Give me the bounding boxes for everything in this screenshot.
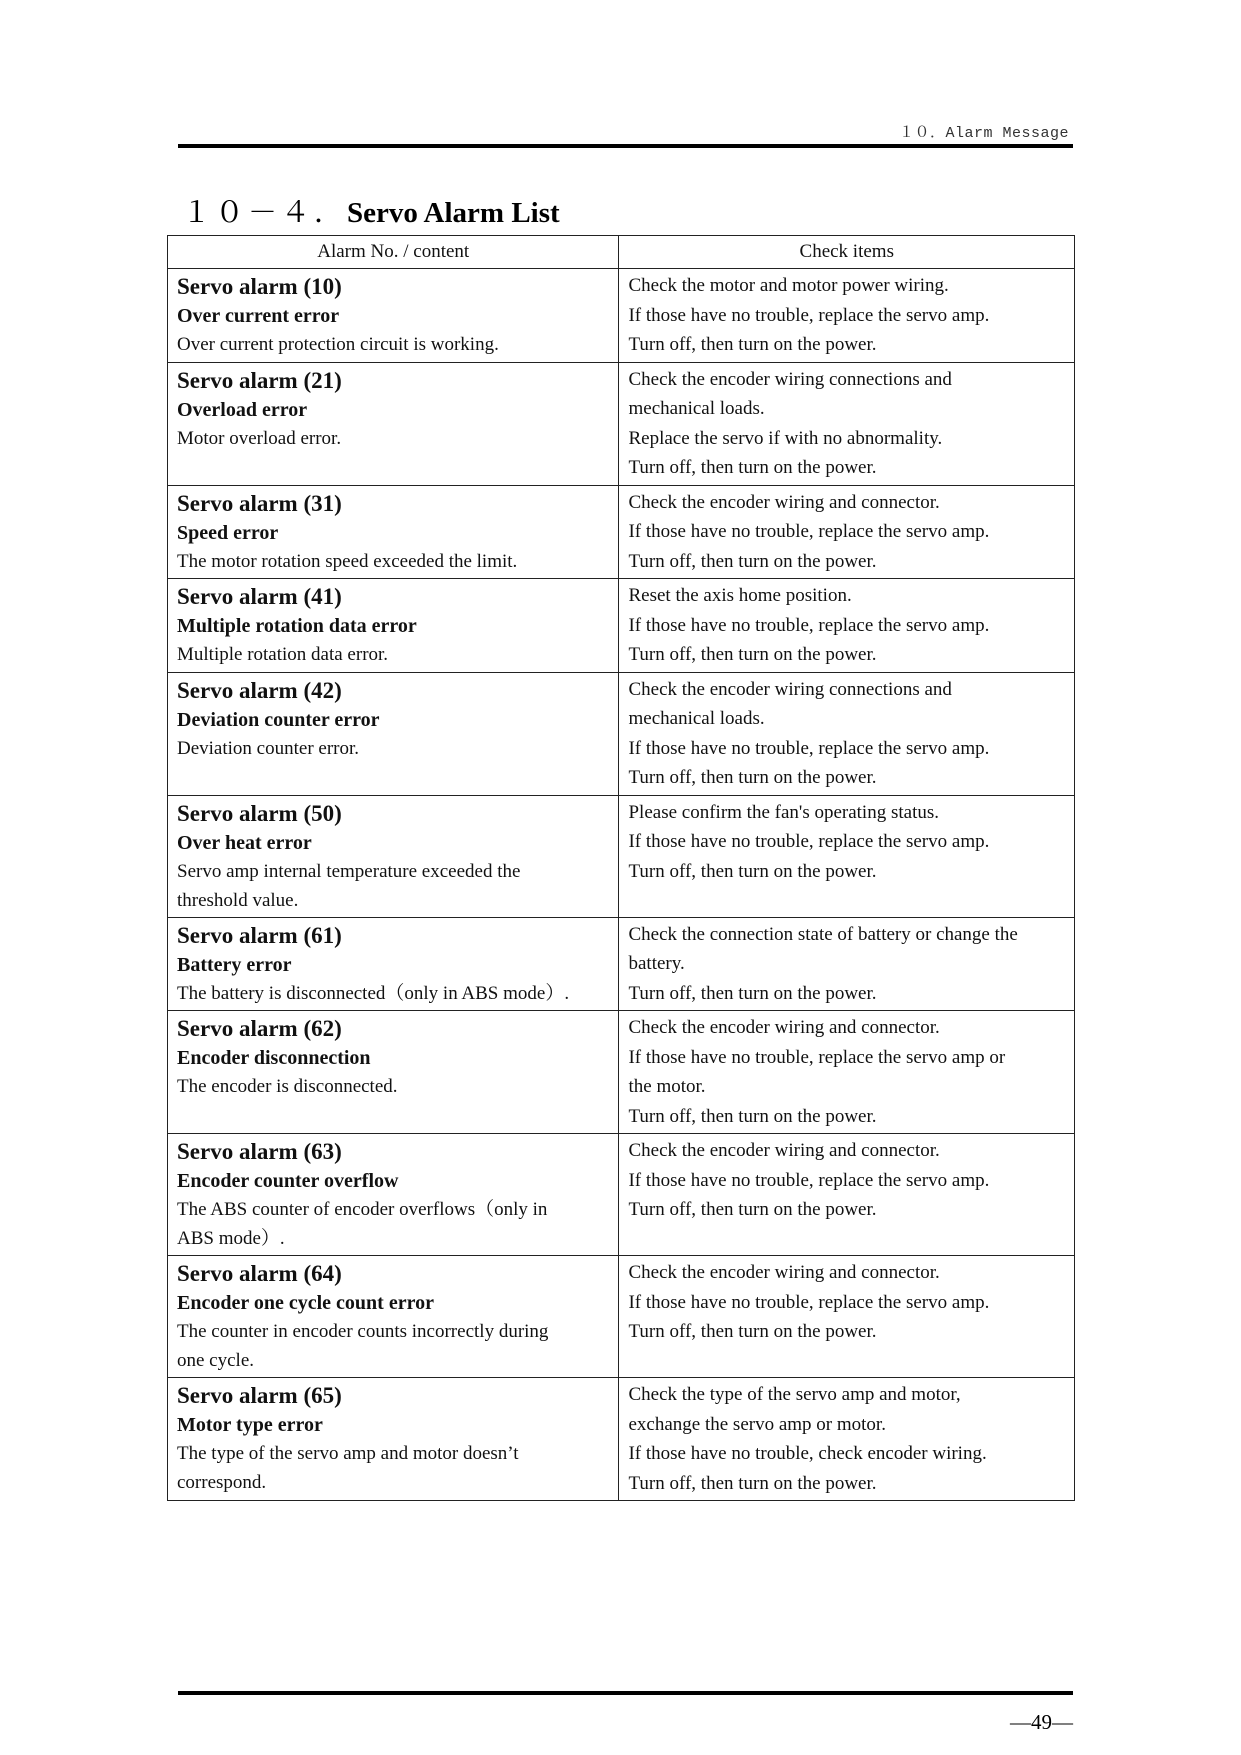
alarm-cell	[168, 672, 619, 795]
check-item-line: If those have no trouble, replace the servo amp.	[628, 831, 990, 852]
alarm-name: Multiple rotation data error	[177, 615, 417, 637]
check-items-cell	[619, 1378, 1075, 1501]
alarm-number: Servo alarm (62)	[177, 1016, 342, 1041]
alarm-description-line: The battery is disconnected（only in ABS mode）.	[177, 982, 570, 1004]
check-item-line: Turn off, then turn on the power.	[628, 457, 877, 478]
alarm-description-line: The motor rotation speed exceeded the limit.	[177, 550, 518, 572]
table-body	[168, 269, 1075, 1501]
alarm-name: Battery error	[177, 953, 292, 976]
check-item-line: Turn off, then turn on the power.	[628, 644, 877, 665]
section-number: １０－４．	[182, 197, 348, 229]
top-rule	[178, 144, 1073, 148]
alarm-description-line: Multiple rotation data error.	[177, 644, 389, 665]
alarm-description-line: threshold value.	[177, 889, 299, 911]
alarm-number: Servo alarm (50)	[177, 800, 342, 826]
check-item-line: Turn off, then turn on the power.	[628, 1105, 877, 1127]
alarm-description-line: Motor overload error.	[177, 427, 342, 449]
section-title	[182, 190, 560, 231]
check-items-cell	[619, 795, 1075, 917]
page-number: —49—	[1010, 1710, 1073, 1734]
table-row	[168, 1256, 1075, 1378]
check-items-cell	[619, 485, 1075, 579]
alarm-description-line: Over current protection circuit is working.	[177, 334, 499, 355]
alarm-cell	[168, 1134, 619, 1256]
alarm-description-line: one cycle.	[177, 1350, 255, 1371]
bottom-rule	[178, 1691, 1073, 1695]
alarm-number: Servo alarm (10)	[177, 274, 342, 299]
check-item-line: Check the encoder wiring and connector.	[628, 1262, 940, 1283]
alarm-cell	[168, 795, 619, 917]
check-item-line: Check the encoder wiring and connector.	[628, 1140, 940, 1161]
check-item-line: Check the type of the servo amp and motor,	[628, 1384, 961, 1405]
alarm-description-line: The encoder is disconnected.	[177, 1076, 398, 1097]
table-row	[168, 579, 1075, 673]
check-item-line: Turn off, then turn on the power.	[628, 1321, 877, 1342]
check-item-line: Turn off, then turn on the power.	[628, 982, 877, 1004]
table-row	[168, 795, 1075, 917]
alarm-number: Servo alarm (41)	[177, 584, 342, 609]
alarm-number: Servo alarm (65)	[177, 1383, 342, 1408]
check-items-cell	[619, 1011, 1075, 1134]
alarm-number: Servo alarm (61)	[177, 922, 342, 948]
alarm-number: Servo alarm (64)	[177, 1261, 342, 1286]
check-item-line: If those have no trouble, replace the servo amp.	[628, 304, 990, 326]
alarm-description-line: Deviation counter error.	[177, 737, 360, 759]
column-header-check: Check items	[619, 236, 1075, 269]
alarm-name: Overload error	[177, 398, 308, 421]
check-item-line: exchange the servo amp or motor.	[628, 1413, 886, 1435]
check-item-line: Turn off, then turn on the power.	[628, 334, 877, 355]
check-item-line: Check the connection state of battery or change the	[628, 923, 1018, 945]
table-row	[168, 1134, 1075, 1256]
check-item-line: mechanical loads.	[628, 398, 765, 419]
alarm-number: Servo alarm (31)	[177, 490, 342, 516]
check-item-line: Turn off, then turn on the power.	[628, 550, 877, 572]
servo-alarm-table	[167, 235, 1075, 1501]
check-item-line: If those have no trouble, replace the servo amp.	[628, 1291, 990, 1313]
column-header-alarm: Alarm No. / content	[168, 236, 619, 269]
alarm-cell	[168, 269, 619, 363]
alarm-cell	[168, 362, 619, 485]
alarm-cell	[168, 579, 619, 673]
table-row	[168, 1378, 1075, 1501]
alarm-name: Encoder disconnection	[177, 1047, 371, 1069]
table-header-row	[168, 236, 1075, 269]
check-item-line: Turn off, then turn on the power.	[628, 1472, 877, 1494]
check-item-line: Check the encoder wiring connections and	[628, 678, 952, 700]
check-item-line: Check the encoder wiring and connector.	[628, 491, 940, 513]
check-item-line: Check the encoder wiring connections and	[628, 368, 952, 390]
check-items-cell	[619, 579, 1075, 673]
check-item-line: Replace the servo if with no abnormality.	[628, 427, 943, 449]
alarm-description-line: The ABS counter of encoder overflows（only in	[177, 1199, 548, 1220]
check-item-line: If those have no trouble, replace the servo amp.	[628, 1169, 990, 1191]
check-items-cell	[619, 1256, 1075, 1378]
check-item-line: Turn off, then turn on the power.	[628, 767, 877, 788]
alarm-cell	[168, 1256, 619, 1378]
alarm-name: Speed error	[177, 521, 279, 544]
check-item-line: battery.	[628, 953, 685, 974]
check-item-line: the motor.	[628, 1076, 706, 1097]
check-item-line: If those have no trouble, replace the servo amp.	[628, 614, 990, 636]
running-head: １０．Alarm Message	[898, 125, 1069, 142]
table-row	[168, 1011, 1075, 1134]
alarm-name: Deviation counter error	[177, 708, 380, 731]
table-row	[168, 917, 1075, 1011]
alarm-description-line: The type of the servo amp and motor doesn’t	[177, 1443, 519, 1464]
check-items-cell	[619, 1134, 1075, 1256]
table-row	[168, 485, 1075, 579]
alarm-name: Over current error	[177, 305, 340, 327]
alarm-description-line: correspond.	[177, 1472, 267, 1493]
table-row	[168, 672, 1075, 795]
alarm-cell	[168, 917, 619, 1011]
check-item-line: If those have no trouble, replace the servo amp or	[628, 1046, 1006, 1068]
check-item-line: Check the encoder wiring and connector.	[628, 1017, 940, 1038]
check-item-line: Check the motor and motor power wiring.	[628, 275, 949, 296]
check-item-line: Please confirm the fan's operating status.	[628, 801, 939, 823]
check-item-line: Turn off, then turn on the power.	[628, 860, 877, 882]
check-items-cell	[619, 269, 1075, 363]
alarm-cell	[168, 1011, 619, 1134]
alarm-cell	[168, 485, 619, 579]
alarm-number: Servo alarm (42)	[177, 677, 342, 703]
check-item-line: Turn off, then turn on the power.	[628, 1199, 877, 1220]
alarm-name: Over heat error	[177, 831, 312, 854]
check-items-cell	[619, 362, 1075, 485]
alarm-description-line: Servo amp internal temperature exceeded the	[177, 860, 521, 882]
alarm-name: Encoder one cycle count error	[177, 1292, 434, 1314]
check-item-line: If those have no trouble, check encoder wiring.	[628, 1443, 987, 1464]
alarm-description-line: The counter in encoder counts incorrectly during	[177, 1321, 549, 1342]
check-item-line: mechanical loads.	[628, 708, 765, 729]
check-items-cell	[619, 672, 1075, 795]
alarm-name: Motor type error	[177, 1414, 323, 1436]
section-title-text: Servo Alarm List	[347, 197, 560, 229]
alarm-number: Servo alarm (21)	[177, 367, 342, 393]
check-item-line: If those have no trouble, replace the servo amp.	[628, 521, 990, 542]
check-items-cell	[619, 917, 1075, 1011]
check-item-line: If those have no trouble, replace the servo amp.	[628, 737, 990, 759]
table-row	[168, 269, 1075, 363]
alarm-number: Servo alarm (63)	[177, 1139, 342, 1164]
alarm-description-line: ABS mode）.	[177, 1228, 285, 1249]
alarm-cell	[168, 1378, 619, 1501]
table-row	[168, 362, 1075, 485]
alarm-name: Encoder counter overflow	[177, 1170, 399, 1192]
check-item-line: Reset the axis home position.	[628, 585, 852, 606]
